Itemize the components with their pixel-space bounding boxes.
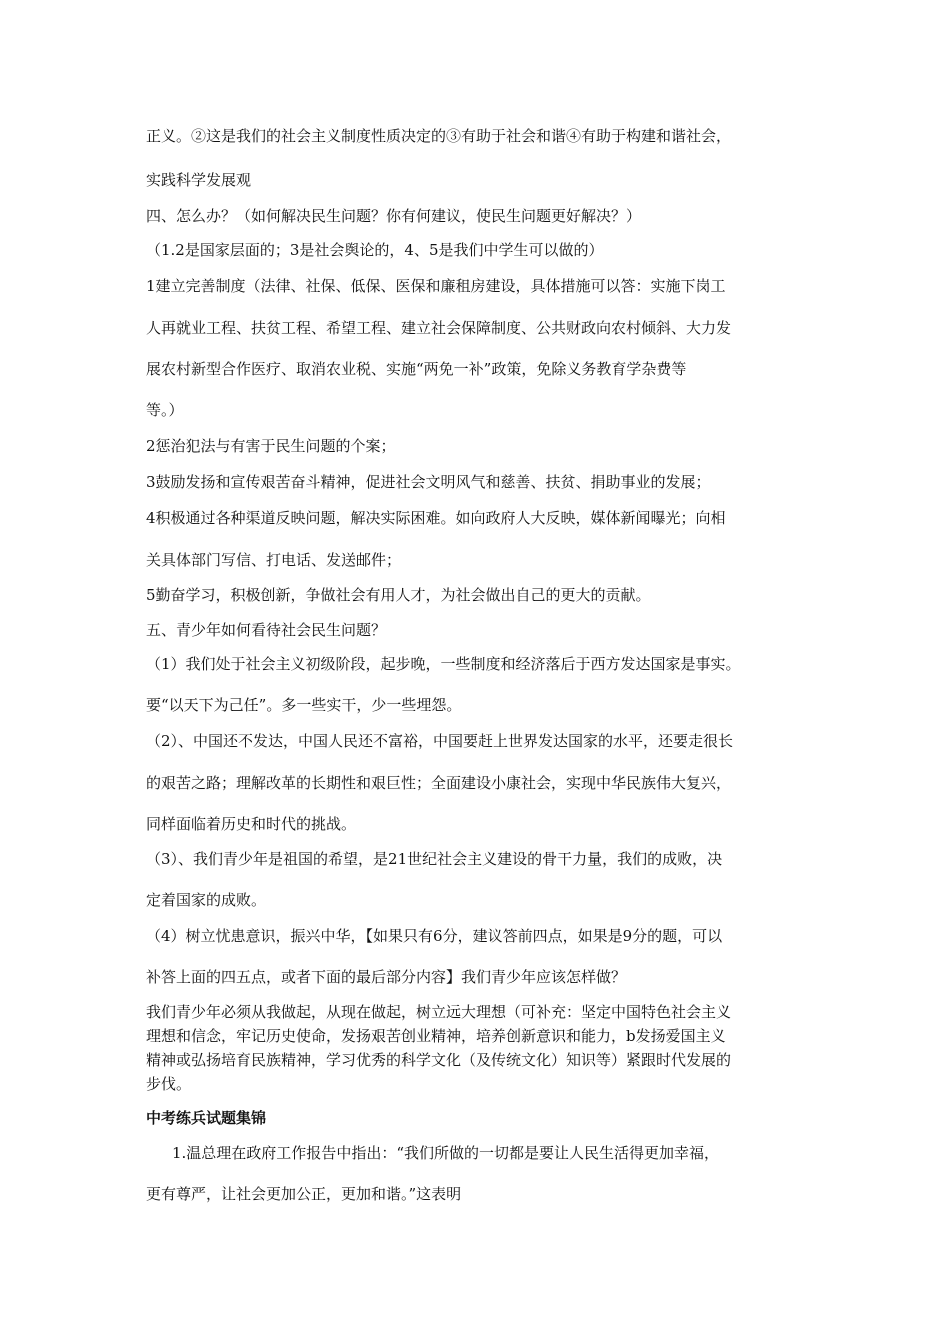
text-line: 关具体部门写信、打电话、发送邮件； xyxy=(146,551,402,569)
text-line: （4）树立忧患意识，振兴中华，【如果只有6分，建议答前四点，如果是9分的题，可以 xyxy=(146,927,723,945)
text-line: 5勤奋学习，积极创新，争做社会有用人才，为社会做出自己的更大的贡献。 xyxy=(146,586,651,604)
text-line: 要“以天下为己任”。多一些实干，少一些埋怨。 xyxy=(146,696,462,714)
text-line: 等。） xyxy=(146,401,184,419)
text-line: 4积极通过各种渠道反映问题，解决实际困难。如向政府人大反映，媒体新闻曝光；向相 xyxy=(146,509,726,527)
text-line: （1.2是国家层面的；3是社会舆论的，4、5是我们中学生可以做的） xyxy=(146,241,604,259)
text-line: （2）、中国还不发达，中国人民还不富裕，中国要赶上世界发达国家的水平，还要走很长 xyxy=(146,732,734,750)
exercise-heading: 中考练兵试题集锦 xyxy=(146,1109,267,1127)
question-line: 更有尊严，让社会更加公正，更加和谐。”这表明 xyxy=(146,1185,462,1203)
text-line: 展农村新型合作医疗、取消农业税、实施“两免一补”政策，免除义务教育学杂费等 xyxy=(146,360,687,378)
text-line: 我们青少年必须从我做起，从现在做起，树立远大理想（可补充：坚定中国特色社会主义 xyxy=(146,1003,732,1021)
section-heading: 五、青少年如何看待社会民生问题？ xyxy=(146,621,387,639)
text-line: 补答上面的四五点，或者下面的最后部分内容】我们青少年应该怎样做？ xyxy=(146,968,627,986)
text-line: 精神或弘扬培育民族精神，学习优秀的科学文化（及传统文化）知识等）紧跟时代发展的 xyxy=(146,1051,732,1069)
text-line: 2惩治犯法与有害于民生问题的个案； xyxy=(146,437,396,455)
text-line: （1）我们处于社会主义初级阶段，起步晚，一些制度和经济落后于西方发达国家是事实。 xyxy=(146,655,741,673)
text-line: 正义。②这是我们的社会主义制度性质决定的③有助于社会和谐④有助于构建和谐社会， xyxy=(146,127,732,145)
text-line: 实践科学发展观 xyxy=(146,171,252,189)
text-line: 步伐。 xyxy=(146,1075,192,1093)
text-line: 同样面临着历史和时代的挑战。 xyxy=(146,815,357,833)
text-line: 人再就业工程、扶贫工程、希望工程、建立社会保障制度、公共财政向农村倾斜、大力发 xyxy=(146,319,732,337)
text-line: 定着国家的成败。 xyxy=(146,891,267,909)
text-line: 1建立完善制度（法律、社保、低保、医保和廉租房建设，具体措施可以答：实施下岗工 xyxy=(146,277,726,295)
text-line: 3鼓励发扬和宣传艰苦奋斗精神，促进社会文明风气和慈善、扶贫、捐助事业的发展； xyxy=(146,473,711,491)
section-heading: 四、怎么办？（如何解决民生问题？你有何建议，使民生问题更好解决？） xyxy=(146,207,642,225)
text-line: 理想和信念，牢记历史使命，发扬艰苦创业精神，培养创新意识和能力，b发扬爱国主义 xyxy=(146,1027,726,1045)
question-line: 1.温总理在政府工作报告中指出：“我们所做的一切都是要让人民生活得更加幸福， xyxy=(172,1144,719,1162)
text-line: （3）、我们青少年是祖国的希望，是21世纪社会主义建设的骨干力量，我们的成败，决 xyxy=(146,850,723,868)
text-line: 的艰苦之路；理解改革的长期性和艰巨性；全面建设小康社会，实现中华民族伟大复兴， xyxy=(146,774,732,792)
